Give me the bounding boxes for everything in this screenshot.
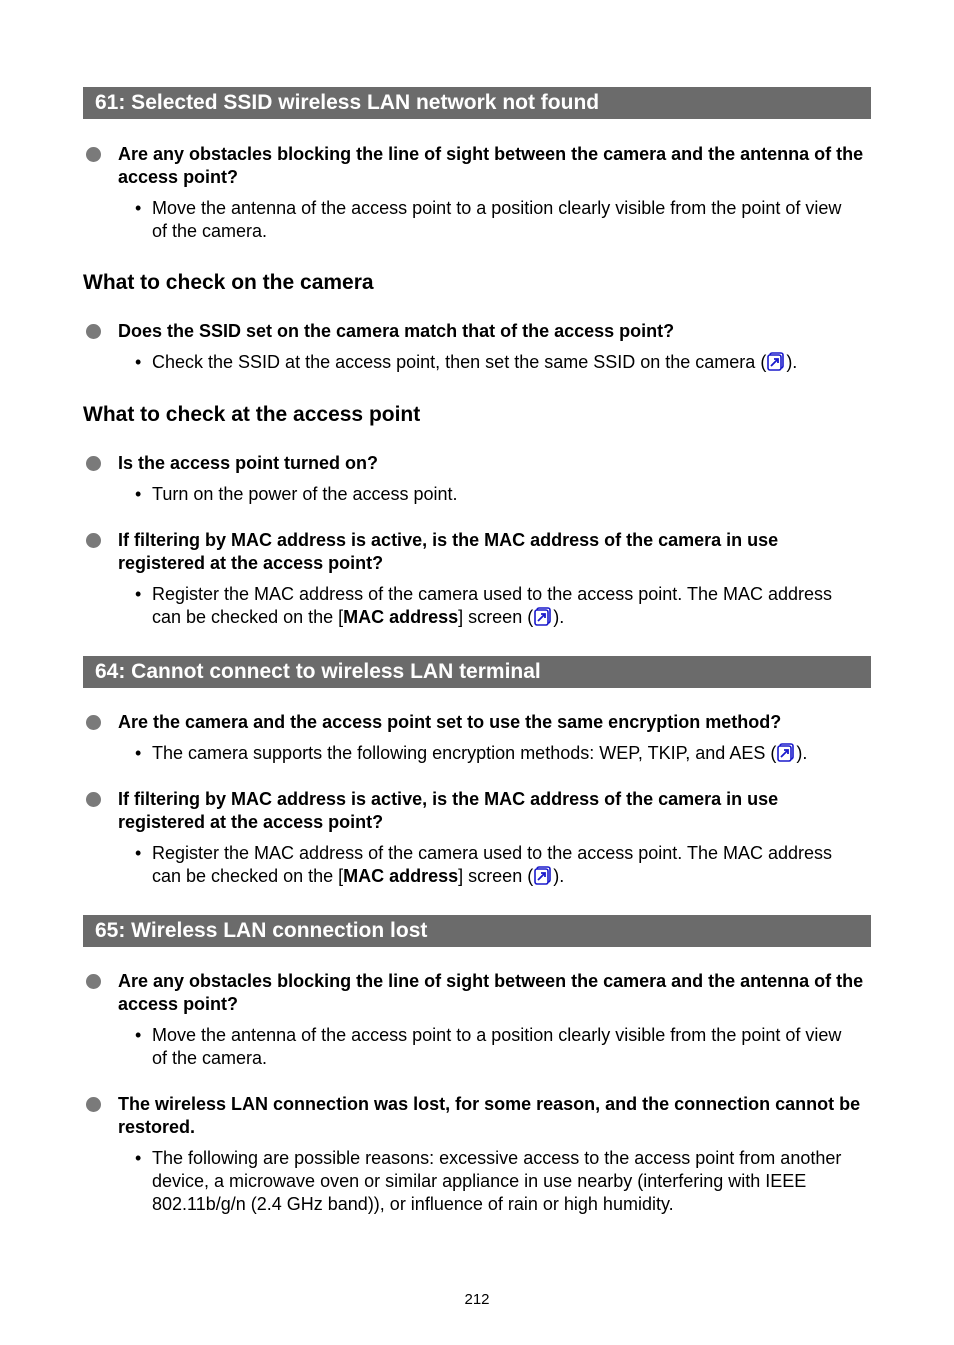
bullet-icon: • [135, 484, 142, 504]
answer-text: • Move the antenna of the access point to a position clearly visible from the point of view of the camera. [135, 198, 842, 241]
subheading-camera: What to check on the camera [83, 271, 374, 294]
question-text: Are the camera and the access point set to use the same encryption method? [118, 712, 782, 732]
gray-dot-icon [86, 715, 101, 730]
page-reference-link-icon[interactable] [534, 607, 552, 626]
answer-text: • Register the MAC address of the camera used to the access point. The MAC address can be checked on the [MAC address] screen ( ). [135, 843, 833, 886]
list-item [83, 788, 873, 888]
list-item [83, 452, 873, 506]
gray-dot-icon [86, 456, 101, 471]
bullet-icon: • [135, 1025, 142, 1045]
list-item [83, 529, 873, 629]
answer-text: • Check the SSID at the access point, then set the same SSID on the camera ( ). [135, 352, 798, 372]
answer-text: • Turn on the power of the access point. [135, 484, 458, 504]
page-reference-link-icon[interactable] [534, 866, 552, 885]
gray-dot-icon [86, 974, 101, 989]
answer-text: • Register the MAC address of the camera used to the access point. The MAC address can be checked on the [MAC address] screen ( ). [135, 584, 833, 627]
list-item [83, 143, 873, 243]
page-number: 212 [464, 1291, 490, 1308]
gray-dot-icon [86, 324, 101, 339]
bullet-icon: • [135, 198, 142, 218]
subheading-access-point: What to check at the access point [83, 403, 421, 426]
list-item [83, 320, 873, 374]
bullet-icon: • [135, 743, 142, 763]
question-text: Is the access point turned on? [118, 453, 379, 473]
section-heading-65: 65: Wireless LAN connection lost [83, 915, 871, 947]
bullet-icon: • [135, 1148, 142, 1168]
answer-text: • Move the antenna of the access point to a position clearly visible from the point of view of the camera. [135, 1025, 842, 1068]
gray-dot-icon [86, 147, 101, 162]
bullet-icon: • [135, 584, 142, 604]
gray-dot-icon [86, 792, 101, 807]
question-text: Are any obstacles blocking the line of sight between the camera and the antenna of the access point? [118, 971, 864, 1014]
list-item [83, 970, 873, 1070]
answer-text: • The camera supports the following encryption methods: WEP, TKIP, and AES ( ). [135, 743, 808, 763]
question-text: The wireless LAN connection was lost, for some reason, and the connection cannot be restored. [118, 1094, 861, 1137]
answer-text: • The following are possible reasons: excessive access to the access point from another device, a microwave oven or similar appliance in use nearby (interfering with IEEE 802.11b/g/n (2.4 GHz band)), or influence of rain or high humidity. [135, 1148, 842, 1214]
question-text: Are any obstacles blocking the line of sight between the camera and the antenna of the access point? [118, 144, 864, 187]
list-item [83, 1093, 873, 1216]
question-text: Does the SSID set on the camera match that of the access point? [118, 321, 675, 341]
page-reference-link-icon[interactable] [767, 352, 785, 371]
section-heading-64: 64: Cannot connect to wireless LAN terminal [83, 656, 871, 688]
bullet-icon: • [135, 352, 142, 372]
page-reference-link-icon[interactable] [777, 743, 795, 762]
section-heading-61: 61: Selected SSID wireless LAN network not found [83, 87, 871, 119]
question-text: If filtering by MAC address is active, is the MAC address of the camera in use registered at the access point? [118, 530, 779, 573]
gray-dot-icon [86, 1097, 101, 1112]
bullet-icon: • [135, 843, 142, 863]
list-item [83, 711, 873, 765]
question-text: If filtering by MAC address is active, is the MAC address of the camera in use registered at the access point? [118, 789, 779, 832]
gray-dot-icon [86, 533, 101, 548]
